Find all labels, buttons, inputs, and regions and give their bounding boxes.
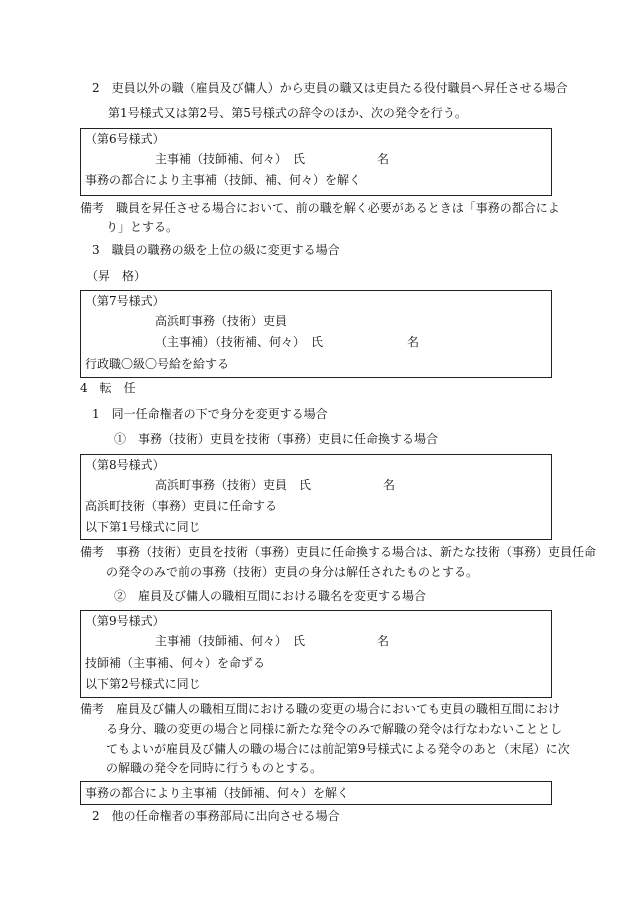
form-6-name-line: 主事補（技師補、何々） 氏 名: [155, 152, 390, 166]
section-4-subheading-1: 1 同一任命権者の下で身分を変更する場合: [92, 407, 328, 421]
section-2-subtext: 第1号様式又は第2号、第5号様式の辞令のほか、次の発令を行う。: [108, 106, 467, 120]
form-6-order: 事務の都合により主事補（技師、補、何々）を解く: [85, 173, 362, 187]
form-8-same-as: 以下第1号様式に同じ: [85, 520, 201, 534]
dismissal-order-text: 事務の都合により主事補（技師補、何々）を解く: [85, 786, 350, 800]
dismissal-order-box: [80, 781, 552, 805]
section-4-item-2: ② 雇員及び傭人の職相互間における職名を変更する場合: [114, 589, 427, 603]
section-4-subheading-2: 2 他の任命権者の事務部局に出向させる場合: [92, 809, 340, 823]
section-2-heading: 2 吏員以外の職（雇員及び傭人）から吏員の職又は吏員たる役付職員へ昇任させる場合: [92, 81, 568, 95]
note-3-line-3: てもよいが雇員及び傭人の職の場合には前記第9号様式による発令のあと（末尾）に次: [106, 742, 570, 756]
section-3-heading: 3 職員の職務の級を上位の級に変更する場合: [92, 243, 340, 257]
form-7-box: [80, 290, 552, 378]
form-8-order: 高浜町技術（事務）吏員に任命する: [85, 499, 278, 513]
section-4-heading: 4 転 任: [80, 381, 136, 395]
section-3-subtext: （昇 格）: [86, 269, 147, 283]
form-8-box: [80, 454, 552, 540]
form-7-line-1: 高浜町事務（技術）吏員: [155, 314, 288, 328]
note-2-line-2: の発令のみで前の事務（技術）吏員の身分は解任されたものとする。: [106, 565, 479, 579]
form-9-order: 技師補（主事補、何々）を命ずる: [85, 656, 266, 670]
form-6-label: （第6号様式）: [85, 132, 165, 146]
form-7-order: 行政職〇級〇号給を給する: [85, 357, 230, 371]
form-9-label: （第9号様式）: [85, 614, 165, 628]
form-8-label: （第8号様式）: [85, 458, 165, 472]
note-1-line-1: 備考 職員を昇任させる場合において、前の職を解く必要があるときは「事務の都合によ: [80, 201, 560, 215]
form-9-box: [80, 610, 552, 698]
note-3-line-4: の解職の発令を同時に行うものとする。: [106, 761, 323, 775]
note-3-line-2: る身分、職の変更の場合と同様に新たな発令のみで解職の発令は行なわないこととし: [106, 722, 563, 736]
form-7-label: （第7号様式）: [85, 294, 165, 308]
form-7-line-2: （主事補）（技術補、何々） 氏 名: [155, 335, 420, 349]
note-3-line-1: 備考 雇員及び傭人の職相互間における職の変更の場合においても吏員の職相互間におけ: [80, 702, 561, 716]
section-4-item-1: ① 事務（技術）吏員を技術（事務）吏員に任命換する場合: [114, 432, 439, 446]
note-2-line-1: 備考 事務（技術）吏員を技術（事務）吏員に任命換する場合は、新たな技術（事務）吏員任命: [80, 545, 597, 559]
note-1-line-2: り」とする。: [106, 220, 179, 234]
form-6-box: [80, 128, 552, 196]
form-9-same-as: 以下第2号様式に同じ: [85, 677, 201, 691]
form-8-name-line: 高浜町事務（技術）吏員 氏 名: [155, 478, 396, 492]
form-9-name-line: 主事補（技師補、何々） 氏 名: [155, 634, 390, 648]
